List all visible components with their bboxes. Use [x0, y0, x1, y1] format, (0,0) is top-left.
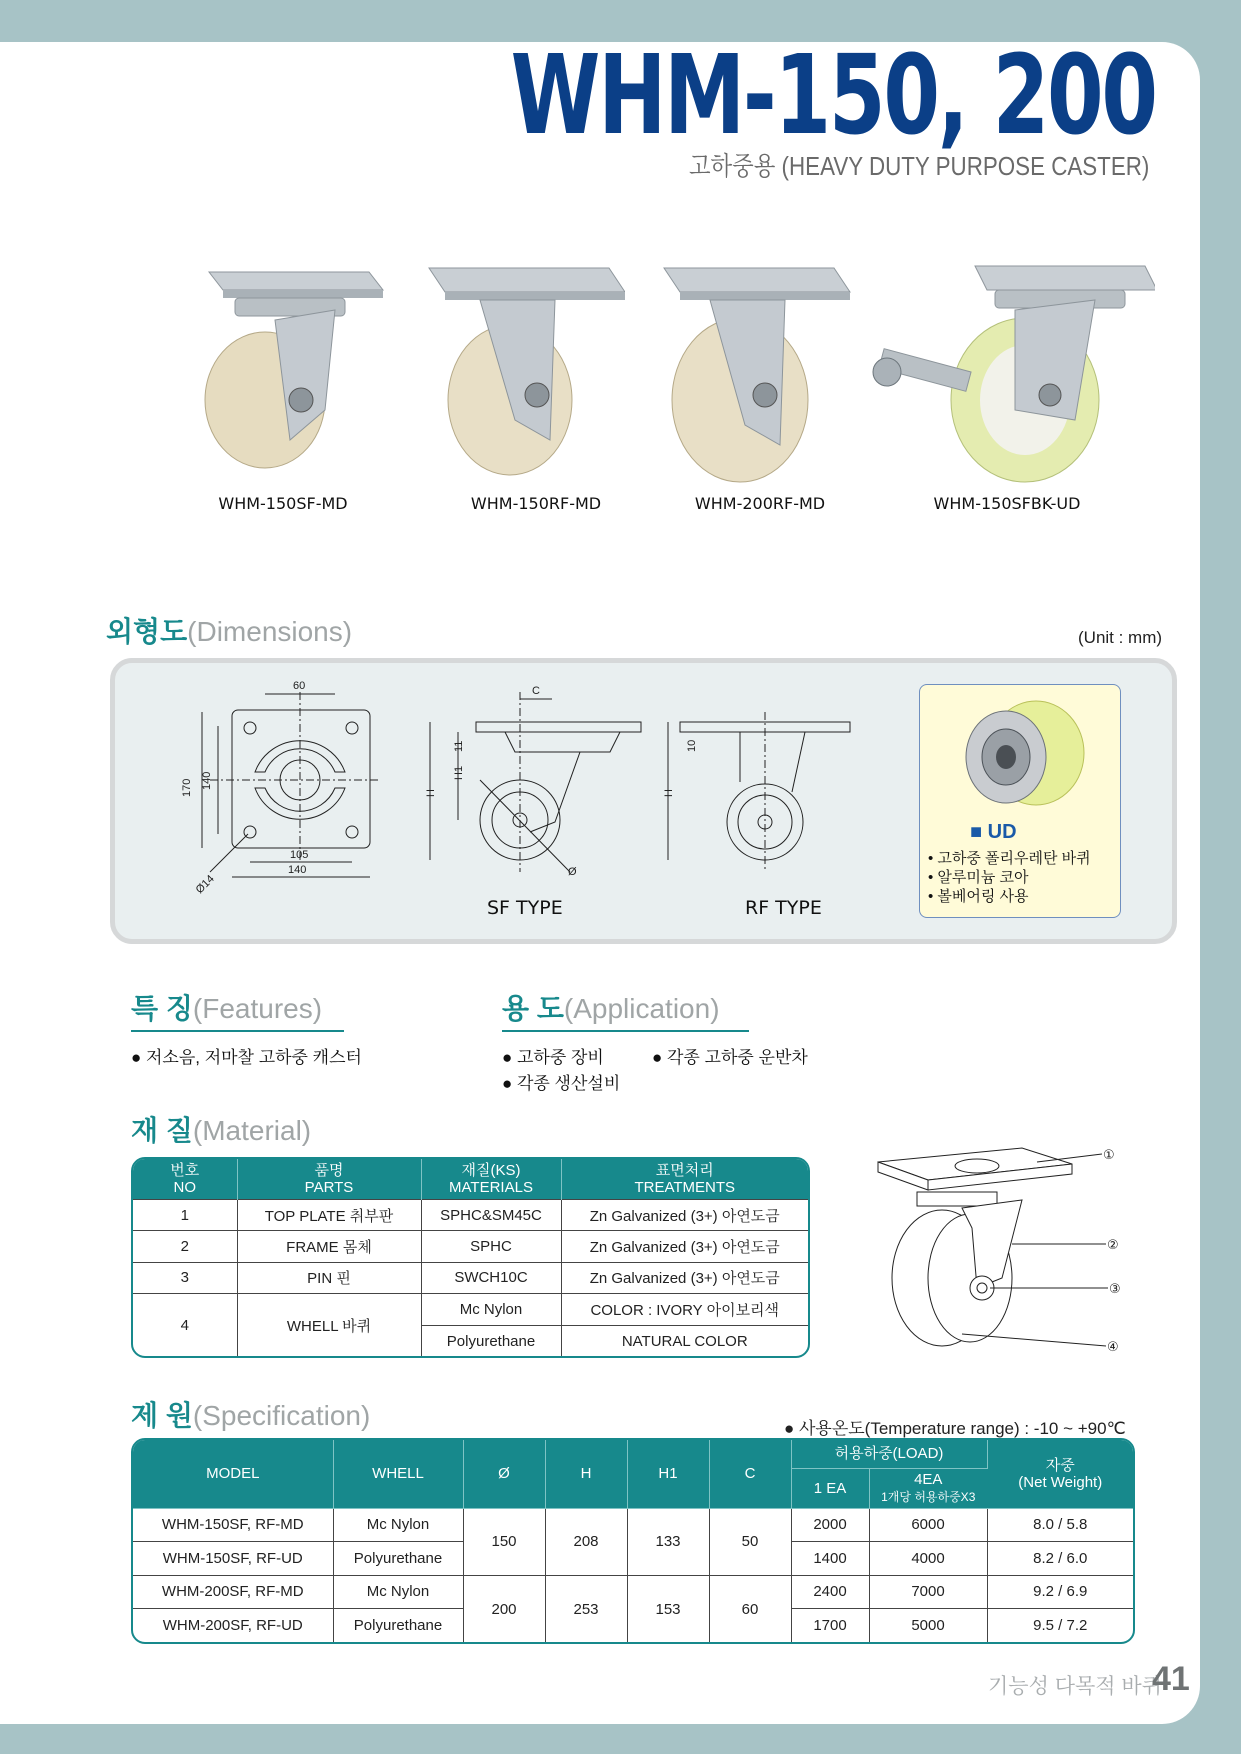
product-caption: WHM-150SFBK-UD	[933, 494, 1081, 513]
page-title: WHM-150, 200	[510, 31, 1156, 159]
application-item: ● 각종 고하중 운반차	[652, 1048, 808, 1067]
ud-bullet: • 알루미늄 코아	[928, 869, 1029, 886]
product-image-whm-200rf-md	[660, 250, 860, 490]
application-heading: 용 도(Application)	[502, 987, 749, 1032]
dim-170-label: 170	[181, 778, 193, 797]
dim-phi-label: Ø	[568, 866, 577, 878]
footer-text: 기능성 다목적 바퀴	[988, 1675, 1162, 1698]
table-row: 2 FRAME 몸체 SPHC Zn Galvanized (3+) 아연도금	[133, 1231, 808, 1262]
product-caption: WHM-200RF-MD	[694, 494, 826, 513]
col-wheel: WHELL	[333, 1440, 463, 1508]
ud-bullet-list	[928, 849, 1091, 906]
table-row: 4 WHELL 바퀴 Mc Nylon COLOR : IVORY 아이보리색	[133, 1294, 808, 1325]
col-weight: 자중 (Net Weight)	[987, 1440, 1133, 1508]
col-model: MODEL	[133, 1440, 333, 1508]
table-row: WHM-150SF, RF-UD Polyurethane 1400 4000 8.2 / 6.0	[133, 1542, 1133, 1576]
dim-10-label: 10	[686, 739, 698, 752]
dim-105-label: 105	[290, 849, 309, 861]
product-image-whm-150sf-md	[195, 250, 395, 490]
col-dia: Ø	[463, 1440, 545, 1508]
col-4ea: 4EA 1개당 허용하중X3	[869, 1468, 987, 1508]
product-caption: WHM-150RF-MD	[470, 494, 602, 513]
dim-c-label: C	[532, 685, 540, 697]
page-subtitle: 고하중용 (HEAVY DUTY PURPOSE CASTER)	[688, 151, 1149, 181]
dimension-drawing	[180, 672, 900, 912]
table-row: WHM-150SF, RF-MD Mc Nylon 150 208 133 50 2000 6000 8.0 / 5.8	[133, 1508, 1133, 1542]
dim-h-rf-label: H	[663, 789, 675, 797]
col-parts: 품명 PARTS	[237, 1159, 421, 1200]
product-caption: WHM-150SF-MD	[218, 494, 348, 513]
material-table	[131, 1157, 810, 1358]
specification-heading: 제 원(Specification)	[131, 1400, 371, 1431]
product-image-whm-150sfbk-ud	[865, 250, 1155, 490]
ud-info-box	[919, 684, 1121, 918]
dimensions-heading: 외형도(Dimensions)	[106, 616, 353, 647]
temperature-range: ● 사용온도(Temperature range) : -10 ~ +90℃	[784, 1419, 1126, 1438]
sf-type-label: SF TYPE	[487, 897, 563, 919]
col-1ea: 1 EA	[791, 1468, 869, 1508]
specification-table	[131, 1438, 1135, 1644]
col-treatments: 표면처리 TREATMENTS	[561, 1159, 808, 1200]
ud-bullet: • 고하중 폴리우레탄 바퀴	[928, 850, 1091, 867]
unit-label: (Unit : mm)	[1078, 628, 1163, 647]
parts-callout-drawing	[872, 1138, 1132, 1358]
page-number: 41	[1152, 1660, 1190, 1698]
feature-item: ● 저소음, 저마찰 고하중 캐스터	[131, 1048, 362, 1067]
col-h: H	[545, 1440, 627, 1508]
product-image-whm-150rf-md	[425, 250, 625, 490]
material-heading: 재 질(Material)	[131, 1115, 312, 1146]
col-load: 허용하중(LOAD)	[791, 1440, 987, 1468]
application-item: ● 고하중 장비	[502, 1048, 604, 1067]
material-header-row	[133, 1159, 808, 1200]
callout-2: ②	[1107, 1238, 1119, 1253]
table-row: WHM-200SF, RF-MD Mc Nylon 200 253 153 60 2400 7000 9.2 / 6.9	[133, 1575, 1133, 1609]
ud-wheel-image	[956, 695, 1086, 813]
callout-3: ③	[1109, 1282, 1121, 1297]
ud-title: ■ UD	[970, 821, 1017, 843]
dim-60-label: 60	[293, 680, 306, 692]
rf-type-label: RF TYPE	[745, 897, 822, 919]
dim-dia14-label: Ø14	[193, 872, 217, 897]
application-item: ● 각종 생산설비	[502, 1074, 621, 1093]
dim-140-label: 140	[201, 771, 213, 790]
col-no: 번호 NO	[133, 1159, 237, 1200]
ud-bullet: • 볼베어링 사용	[928, 888, 1029, 905]
callout-1: ①	[1103, 1148, 1115, 1163]
dim-h1-label: H1	[453, 765, 465, 780]
col-h1: H1	[627, 1440, 709, 1508]
col-c: C	[709, 1440, 791, 1508]
table-row: Polyurethane NATURAL COLOR	[133, 1325, 808, 1356]
dim-11-label: 11	[453, 740, 465, 752]
callout-4: ④	[1107, 1340, 1119, 1355]
table-row: WHM-200SF, RF-UD Polyurethane 1700 5000 9.5 / 7.2	[133, 1609, 1133, 1643]
table-row: 3 PIN 핀 SWCH10C Zn Galvanized (3+) 아연도금	[133, 1262, 808, 1293]
dim-140w-label: 140	[288, 864, 307, 876]
dim-h-label: H	[425, 789, 437, 797]
features-heading: 특 징(Features)	[131, 987, 344, 1032]
spec-header-row	[133, 1440, 1133, 1468]
table-row: 1 TOP PLATE 취부판 SPHC&SM45C Zn Galvanized (3+) 아연도금	[133, 1200, 808, 1231]
col-materials: 재질(KS) MATERIALS	[421, 1159, 561, 1200]
